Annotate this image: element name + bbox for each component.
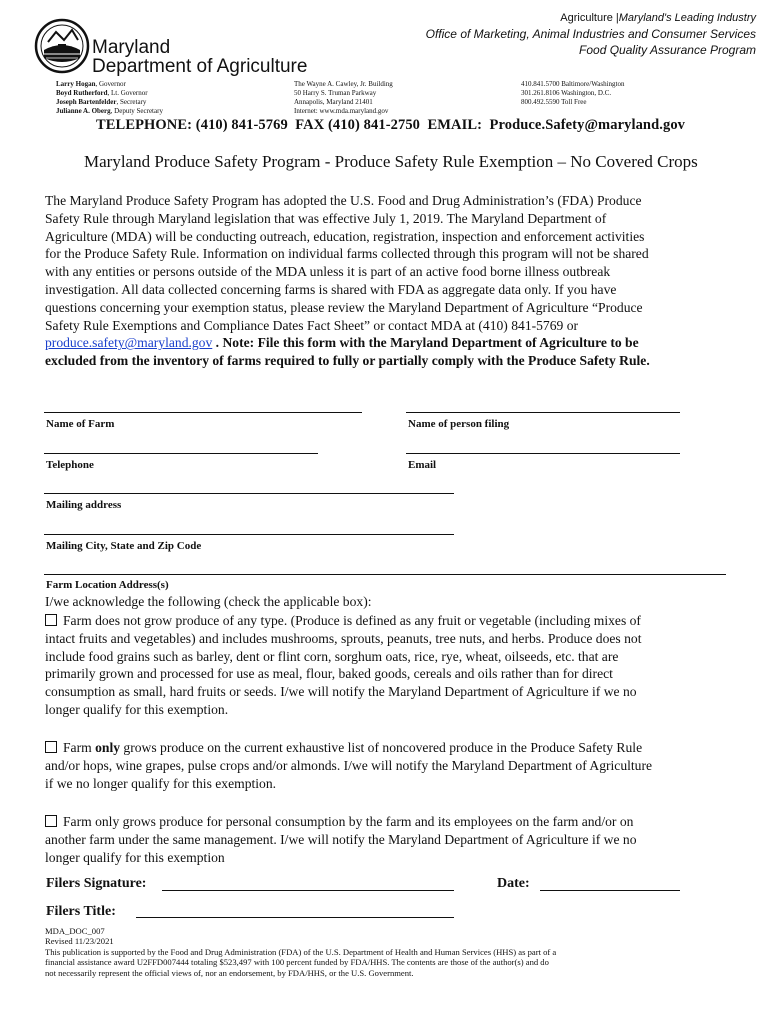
tagline-prefix: Agriculture |	[560, 12, 619, 24]
option-line: Farm only grows produce on the current exhaustive list of noncovered produce in the Produce Safety Rule	[45, 739, 745, 757]
checkbox-personal-consumption[interactable]	[45, 815, 57, 827]
farm-name-label: Name of Farm	[46, 418, 115, 430]
org-name-line1: Maryland	[92, 37, 171, 58]
option-line: if we no longer qualify for this exemption.	[45, 775, 277, 791]
option-line: intact fruits and vegetables) and includes mushrooms, sprouts, peanuts, tree nuts, and herbs. Produce does not	[45, 630, 642, 646]
address-line: The Wayne A. Cawley, Jr. Building	[294, 80, 393, 88]
official: Larry Hogan, Governor	[56, 80, 126, 88]
intro-line: Agriculture (MDA) will be conducting outreach, education, registration, inspection and enforcement activities	[45, 228, 645, 244]
mailing-city-input[interactable]	[44, 534, 454, 535]
mda-seal-logo	[34, 18, 90, 74]
official: Joseph Bartenfelder, Secretary	[56, 98, 147, 106]
address-line: Annapolis, Maryland 21401	[294, 98, 373, 106]
phone-block	[521, 80, 624, 107]
intro-line: questions concerning your exemption status, please review the Maryland Department of Agriculture “Produce	[45, 299, 643, 315]
email-link[interactable]: produce.safety@maryland.gov	[45, 335, 213, 351]
mailing-city-label: Mailing City, State and Zip Code	[46, 540, 202, 552]
option-line: Farm does not grow produce of any type. (Produce is defined as any fruit or vegetable (including mixes of	[45, 612, 745, 630]
intro-note-line	[45, 352, 745, 370]
phone-line: 301.261.8106 Washington, D.C.	[521, 89, 612, 97]
email-input[interactable]	[406, 453, 680, 454]
person-filing-label: Name of person filing	[408, 418, 510, 430]
mailing-address-label: Mailing address	[46, 499, 122, 511]
farm-location-input[interactable]	[44, 574, 726, 575]
acknowledge-text: I/we acknowledge the following (check the applicable box):	[45, 594, 372, 609]
signature-label: Filers Signature:	[46, 876, 147, 891]
address-line: Internet: www.mda.maryland.gov	[294, 107, 389, 115]
intro-line: Safety Rule Exemptions and Compliance Dates Fact Sheet” or contact MDA at (410) 841-5769 or	[45, 317, 579, 333]
contact-bar: TELEPHONE: (410) 841-5769 FAX (410) 841-2750 EMAIL: Produce.Safety@maryland.gov	[96, 117, 686, 133]
footer-line: This publication is supported by the Food and Drug Administration (FDA) of the U.S. Department of Health and Human Services (HHS) as part of a	[45, 946, 557, 957]
footer-line: not necessarily represent the official views of, nor an endorsement, by FDA/HHS, or the U.S. Government.	[45, 967, 414, 978]
phone-line: 410.841.5700 Baltimore/Washington	[521, 80, 625, 88]
org-name	[92, 38, 307, 76]
footer	[45, 926, 556, 978]
checkbox-no-produce[interactable]	[45, 614, 57, 626]
official: Julianne A. Oberg, Deputy Secretary	[56, 107, 163, 115]
intro-line: with any entities or persons outside of the MDA unless it is part of an active food borne illness outbreak	[45, 264, 611, 280]
farm-location-label: Farm Location Address(s)	[46, 579, 169, 591]
intro-line: for the Produce Safety Rule. Information on individual farms collected through this program will not be shared	[45, 246, 649, 262]
doc-id: MDA_DOC_007	[45, 926, 105, 936]
intro-line: The Maryland Produce Safety Program has adopted the U.S. Food and Drug Administration’s (FDA) Produce	[45, 193, 642, 208]
tagline-italic: Maryland's Leading Industry	[618, 12, 756, 24]
title-label: Filers Title:	[46, 904, 116, 919]
option-noncovered-produce	[45, 739, 745, 792]
phone-line: 800.492.5590 Toll Free	[521, 98, 587, 106]
date-input[interactable]	[540, 890, 680, 891]
footer-line: financial assistance award U2FFD007444 totaling $523,497 with 100 percent funded by FDA/HHS. The contents are those of the author(s) and do	[45, 957, 549, 968]
option-personal-consumption	[45, 813, 745, 866]
option-line: and/or hops, wine grapes, pulse crops and/or almonds. I/we will notify the Maryland Department of Agriculture	[45, 757, 653, 773]
note-text-2: excluded from the inventory of farms required to fully or partially comply with the Produce Safety Rule.	[45, 353, 650, 369]
title-input[interactable]	[136, 917, 454, 918]
option-line: longer qualify for this exemption.	[45, 701, 229, 717]
signature-input[interactable]	[162, 890, 454, 891]
form-title: Maryland Produce Safety Program - Produce Safety Rule Exemption – No Covered Crops	[84, 152, 698, 171]
intro-note-line	[45, 334, 745, 352]
checkbox-noncovered[interactable]	[45, 741, 57, 753]
org-name-line2: Department of Agriculture	[92, 56, 308, 77]
option-line: another farm under the same management. I/we will notify the Maryland Department of Agriculture if we no	[45, 831, 637, 847]
office-name: Office of Marketing, Animal Industries and Consumer Services	[425, 27, 756, 41]
address-line: 50 Harry S. Truman Parkway	[294, 89, 377, 97]
intro-paragraph	[45, 192, 745, 370]
option-line: primarily grown and processed for use as meal, flour, baked goods, cereals and oils rather than for direct	[45, 666, 613, 682]
note-text: . Note: File this form with the Maryland Department of Agriculture to be	[212, 335, 639, 351]
option-line: longer qualify for this exemption	[45, 849, 225, 865]
option-line: Farm only grows produce for personal consumption by the farm and its employees on the farm and/or on	[45, 813, 745, 831]
program-name: Food Quality Assurance Program	[579, 43, 756, 57]
intro-line: Safety Rule through Maryland legislation that was effective July 1, 2019. The Maryland Department of	[45, 210, 607, 226]
officials-list	[56, 80, 163, 116]
tagline	[426, 10, 756, 26]
telephone-input[interactable]	[44, 453, 318, 454]
option-line: consumption as small, hard fruits or seeds. I/we will notify the Maryland Department of Agriculture if we no	[45, 684, 637, 700]
header-right	[426, 10, 756, 58]
person-filing-input[interactable]	[406, 412, 680, 413]
farm-name-input[interactable]	[44, 412, 362, 413]
revised-date: Revised 11/23/2021	[45, 936, 114, 947]
mailing-address-input[interactable]	[44, 493, 454, 494]
email-label: Email	[408, 459, 437, 471]
option-no-produce	[45, 612, 745, 719]
date-label: Date:	[497, 876, 530, 891]
address-block	[294, 80, 393, 116]
telephone-label: Telephone	[46, 459, 94, 471]
official: Boyd Rutherford, Lt. Governor	[56, 89, 148, 97]
intro-line: investigation. All data collected concerning farms is shared with FDA as aggregate data only. If you have	[45, 281, 617, 297]
option-line: include food grains such as barley, dent or flint corn, sorghum oats, rice, rye, wheat, oilseeds, etc. that are	[45, 648, 619, 664]
